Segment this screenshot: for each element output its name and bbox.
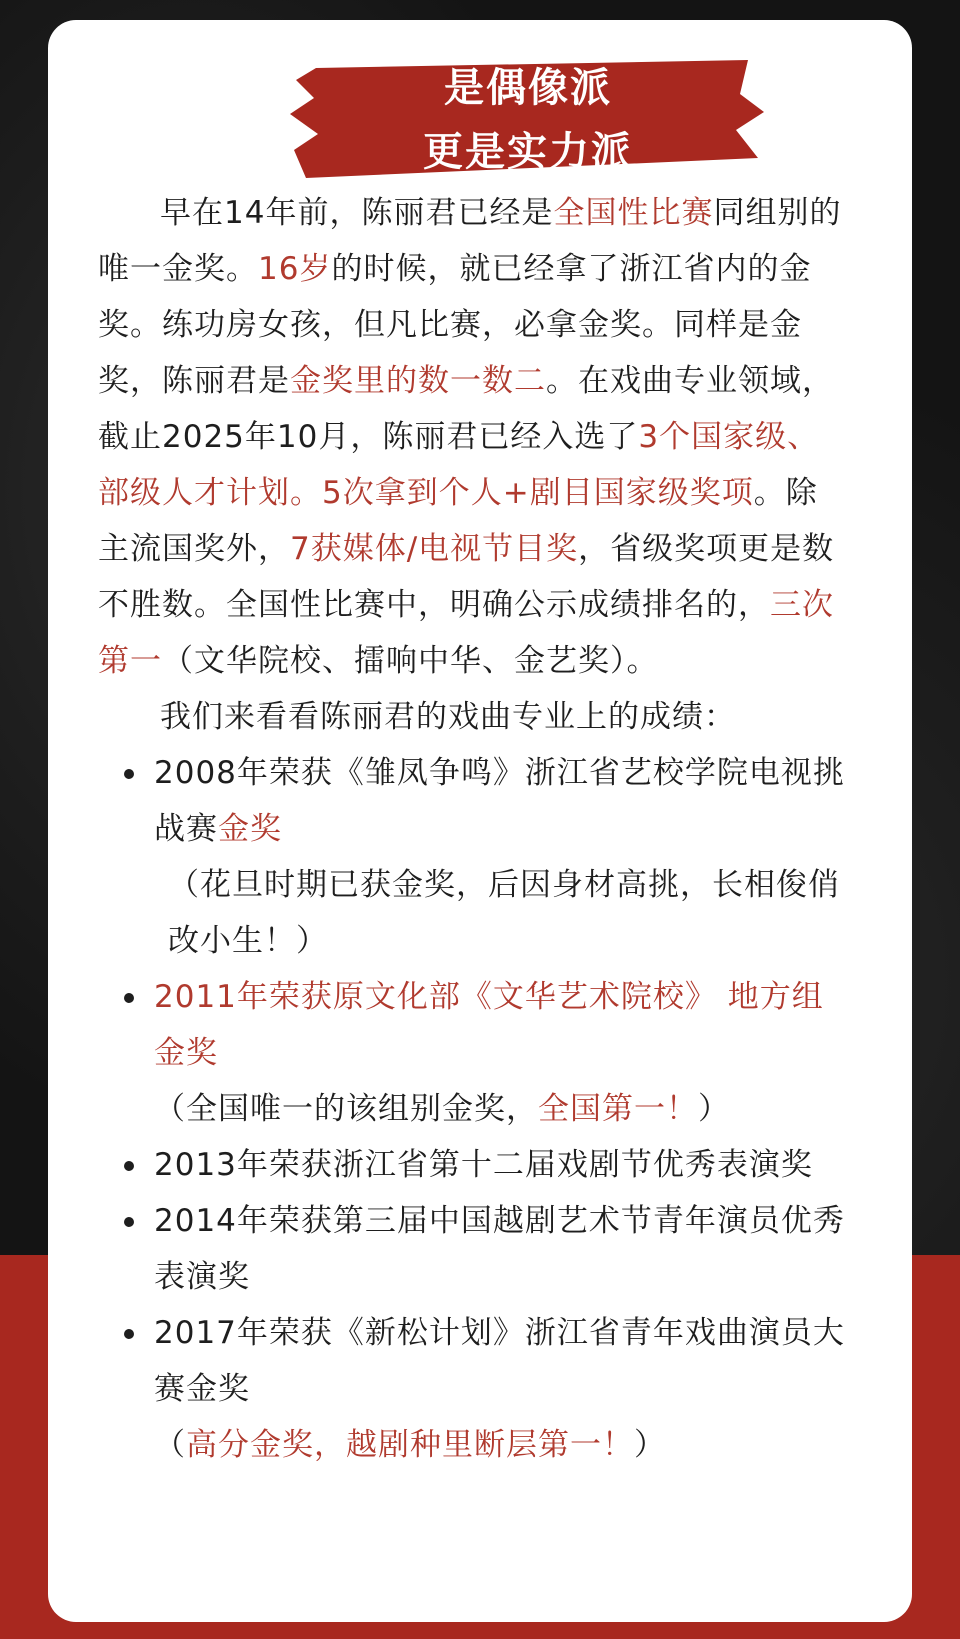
list-item <box>98 969 848 1081</box>
award-text: 2011年荣获原文化部《文华艺术院校》 地方组金奖 <box>154 979 824 1071</box>
award-note <box>98 1081 848 1137</box>
banner-title-line2: 更是实力派 <box>423 129 633 175</box>
intro-text: 同组别的唯一金奖。 <box>98 195 842 287</box>
intro-text: 早在14年前，陈丽君已经是 <box>160 195 554 231</box>
highlight-media-awards: 7获媒体/电视节目奖 <box>290 531 579 567</box>
note-highlight: 全国第一！ <box>538 1091 698 1127</box>
note-text: ） <box>634 1427 666 1463</box>
list-item <box>98 1137 848 1193</box>
intro-text: ，省级奖项更是数不胜数。全国性比赛中，明确公示成绩排名的， <box>98 531 835 623</box>
bullet-icon <box>124 1217 134 1227</box>
bullet-icon <box>124 769 134 779</box>
highlight-top-gold: 金奖里的数一数二 <box>290 363 546 399</box>
awards-list <box>98 745 848 857</box>
highlight-age: 16岁 <box>258 251 332 287</box>
intro-text: （文华院校、擂响中华、金艺奖）。 <box>162 643 659 679</box>
award-text: 2013年荣获浙江省第十二届戏剧节优秀表演奖 <box>154 1147 813 1183</box>
banner-title-line1: 是偶像派 <box>444 65 612 111</box>
list-item <box>98 745 848 857</box>
article-body <box>98 185 848 1473</box>
intro-text: 。除主流国奖外， <box>98 475 818 567</box>
note-text: ） <box>698 1091 730 1127</box>
award-text: 2017年荣获《新松计划》浙江省青年戏曲演员大赛金奖 <box>154 1315 845 1407</box>
intro-paragraph <box>98 185 848 689</box>
bullet-icon <box>124 993 134 1003</box>
award-highlight: 金奖 <box>218 811 282 847</box>
bullet-icon <box>124 1161 134 1171</box>
note-text: （全国唯一的该组别金奖， <box>154 1091 538 1127</box>
award-text: 2014年荣获第三届中国越剧艺术节青年演员优秀表演奖 <box>154 1203 845 1295</box>
highlight-national-programs: 3个国家级、部级人才计划。5次拿到个人+剧目国家级奖项 <box>98 419 820 511</box>
note-text: （ <box>154 1427 186 1463</box>
bullet-icon <box>124 1329 134 1339</box>
intro-text: 。在戏曲专业领域，截止2025年10月，陈丽君已经入选了 <box>98 363 834 455</box>
awards-intro: 我们来看看陈丽君的戏曲专业上的成绩： <box>160 699 736 735</box>
list-item <box>98 1305 848 1417</box>
title-banner <box>288 54 768 184</box>
award-note <box>98 1417 848 1473</box>
award-text: 2008年荣获《雏凤争鸣》浙江省艺校学院电视挑战赛 <box>154 755 845 847</box>
highlight-national-competition: 全国性比赛 <box>553 195 714 231</box>
intro-text: 的时候，就已经拿了浙江省内的金奖。练功房女孩，但凡比赛，必拿金奖。同样是金奖，陈丽君是 <box>98 251 812 399</box>
list-item <box>98 1193 848 1305</box>
awards-list <box>98 1137 848 1417</box>
highlight-three-firsts: 三次第一 <box>98 587 834 679</box>
note-highlight: 高分金奖，越剧种里断层第一！ <box>186 1427 634 1463</box>
awards-list <box>98 969 848 1081</box>
award-note: （花旦时期已获金奖，后因身材高挑，长相俊俏改小生！） <box>168 867 840 959</box>
